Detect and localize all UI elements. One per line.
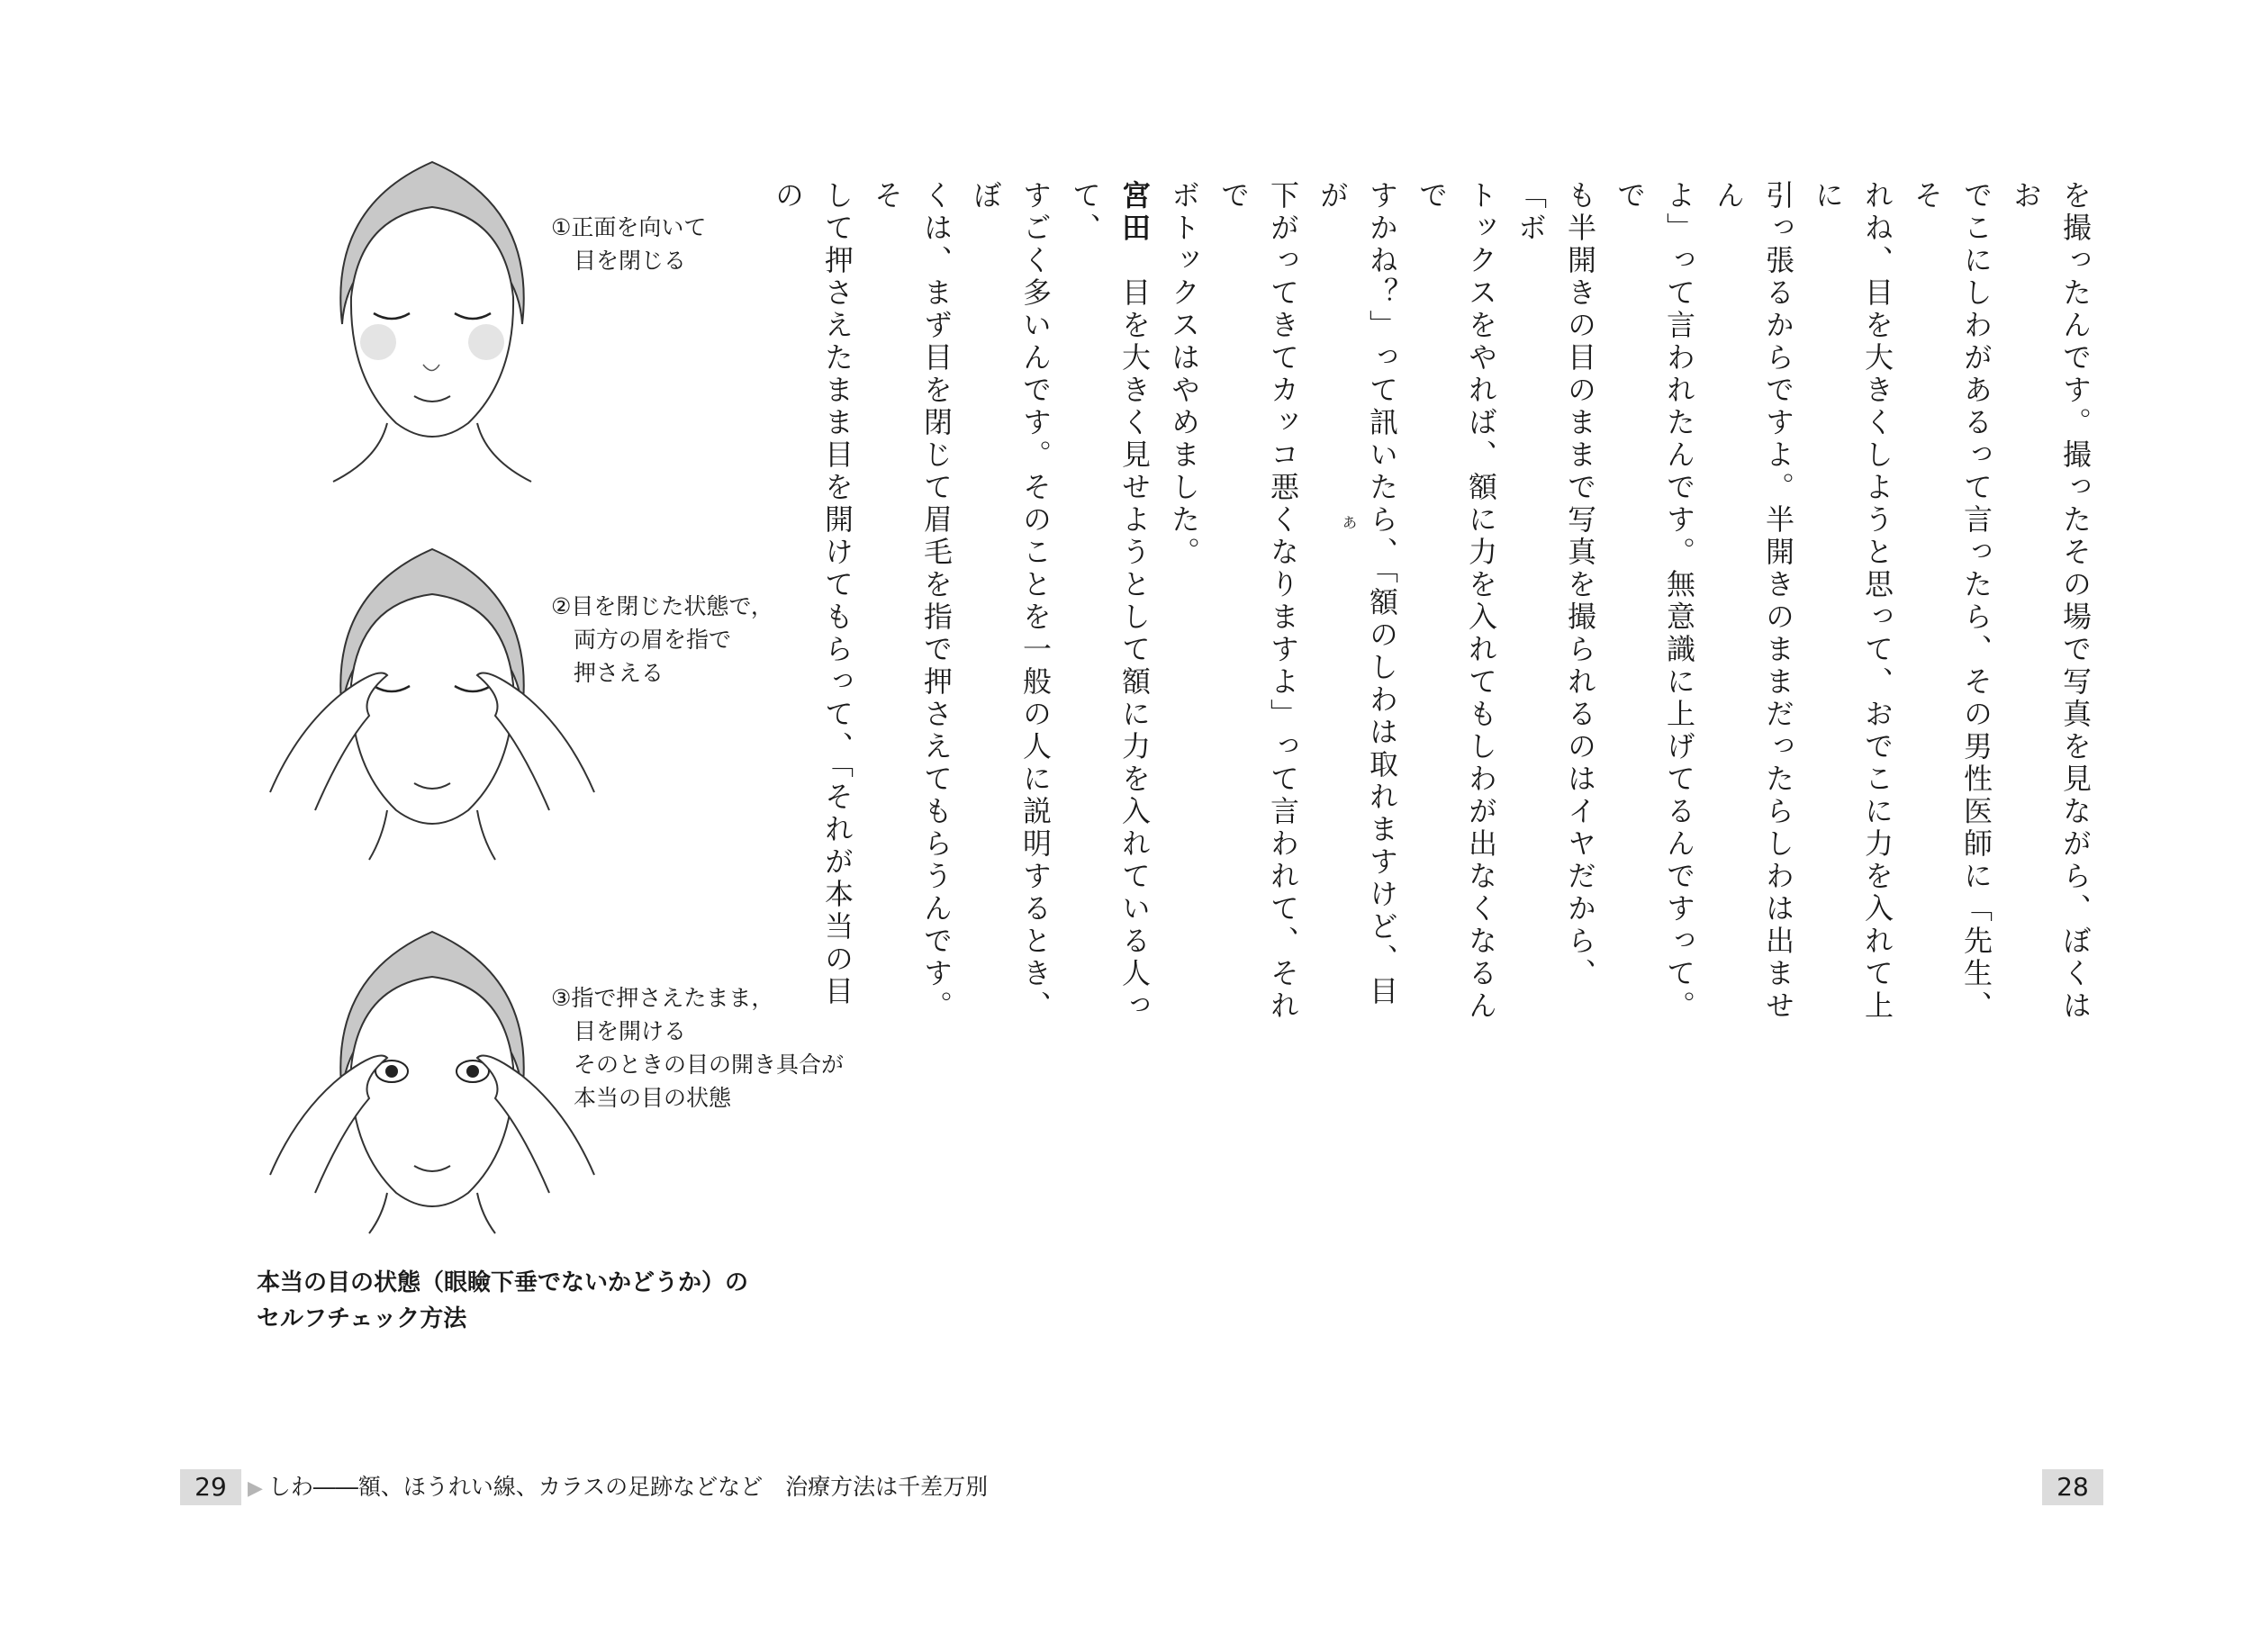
speaker-column-3: くは、まず目を閉じて眉毛を指で押さえてもらうんです。そ xyxy=(870,180,954,1023)
speaker-paragraph-first-column xyxy=(1060,180,1159,1035)
body-column-8: すかね？」って訊いたら、「額のしわは取れますけど、目が xyxy=(1315,180,1399,1008)
step-2-line-2: 両方の眉を指で xyxy=(574,627,732,653)
page-number-right: 28 xyxy=(2042,1469,2103,1505)
step-2-line-1: ②目を閉じた状態で， xyxy=(551,593,773,619)
step-3-line-1: ③指で押さえたまま， xyxy=(551,985,774,1011)
body-column-7: トックスをやれば、額に力を入れてもしわが出なくなるんで xyxy=(1415,180,1498,1023)
ruby-annotation: あ xyxy=(1342,514,1358,531)
body-text xyxy=(763,180,2100,1035)
body-column-2: でこにしわがあるって言ったら、その男性医師に「先生、そ xyxy=(1910,180,1993,1023)
body-column-10: ボトックスはやめました。 xyxy=(1167,180,1201,569)
step-3-line-3: そのときの目の開き具合が xyxy=(574,1052,845,1078)
body-column-9: 下がってきてカッコ悪くなりますよ」って言われて、それで xyxy=(1216,180,1300,1023)
step-2-line-3: 押さえる xyxy=(574,660,664,686)
face-illustration-step-1 xyxy=(324,153,540,486)
speaker-column-2: すごく多いんです。そのことを一般の人に説明するとき、ぼ xyxy=(969,180,1053,1023)
figure-caption-line-1: 本当の目の状態（眼瞼下垂でないかどうか）の xyxy=(257,1269,749,1296)
figure-caption xyxy=(257,1265,748,1337)
page-number-left: 29 xyxy=(180,1469,241,1505)
speaker-column-4: して押さえたまま目を開けてもらって、「それが本当の目の xyxy=(771,180,854,1008)
running-head-text: しわ――額、ほうれい線、カラスの足跡などなど 治療方法は千差万別 xyxy=(267,1474,989,1500)
step-1-line-2: 目を閉じる xyxy=(574,248,687,274)
body-column-5: よ」って言われたんです。無意識に上げてるんですって。で xyxy=(1613,180,1696,1023)
running-head xyxy=(248,1469,988,1505)
body-column-4: 引っ張るからですよ。半開きのままだったらしわは出ません xyxy=(1712,180,1795,1023)
face-illustration-step-2 xyxy=(261,540,603,864)
body-column-1: を撮ったんです。撮ったその場で写真を見ながら、ぼくはお xyxy=(2009,180,2093,1023)
step-3-line-2: 目を開ける xyxy=(574,1018,687,1044)
triangle-right-icon: ▶ xyxy=(248,1477,263,1500)
body-column-6: も半開きの目のままで写真を撮られるのはイヤだから、「ボ xyxy=(1514,180,1597,990)
speaker-column-1: 目を大きく見せようとして額に力を入れている人って、 xyxy=(1068,180,1152,1023)
step-2-caption xyxy=(551,590,773,690)
step-3-line-4: 本当の目の状態 xyxy=(574,1085,732,1111)
body-column-3: れね、目を大きくしようと思って、おでこに力を入れて上に xyxy=(1811,180,1894,1023)
speaker-name: 宮田 xyxy=(1117,180,1152,245)
step-1-caption xyxy=(551,211,706,277)
step-1-line-1: ①正面を向いて xyxy=(551,214,707,240)
figure-caption-line-2: セルフチェック方法 xyxy=(257,1305,467,1332)
